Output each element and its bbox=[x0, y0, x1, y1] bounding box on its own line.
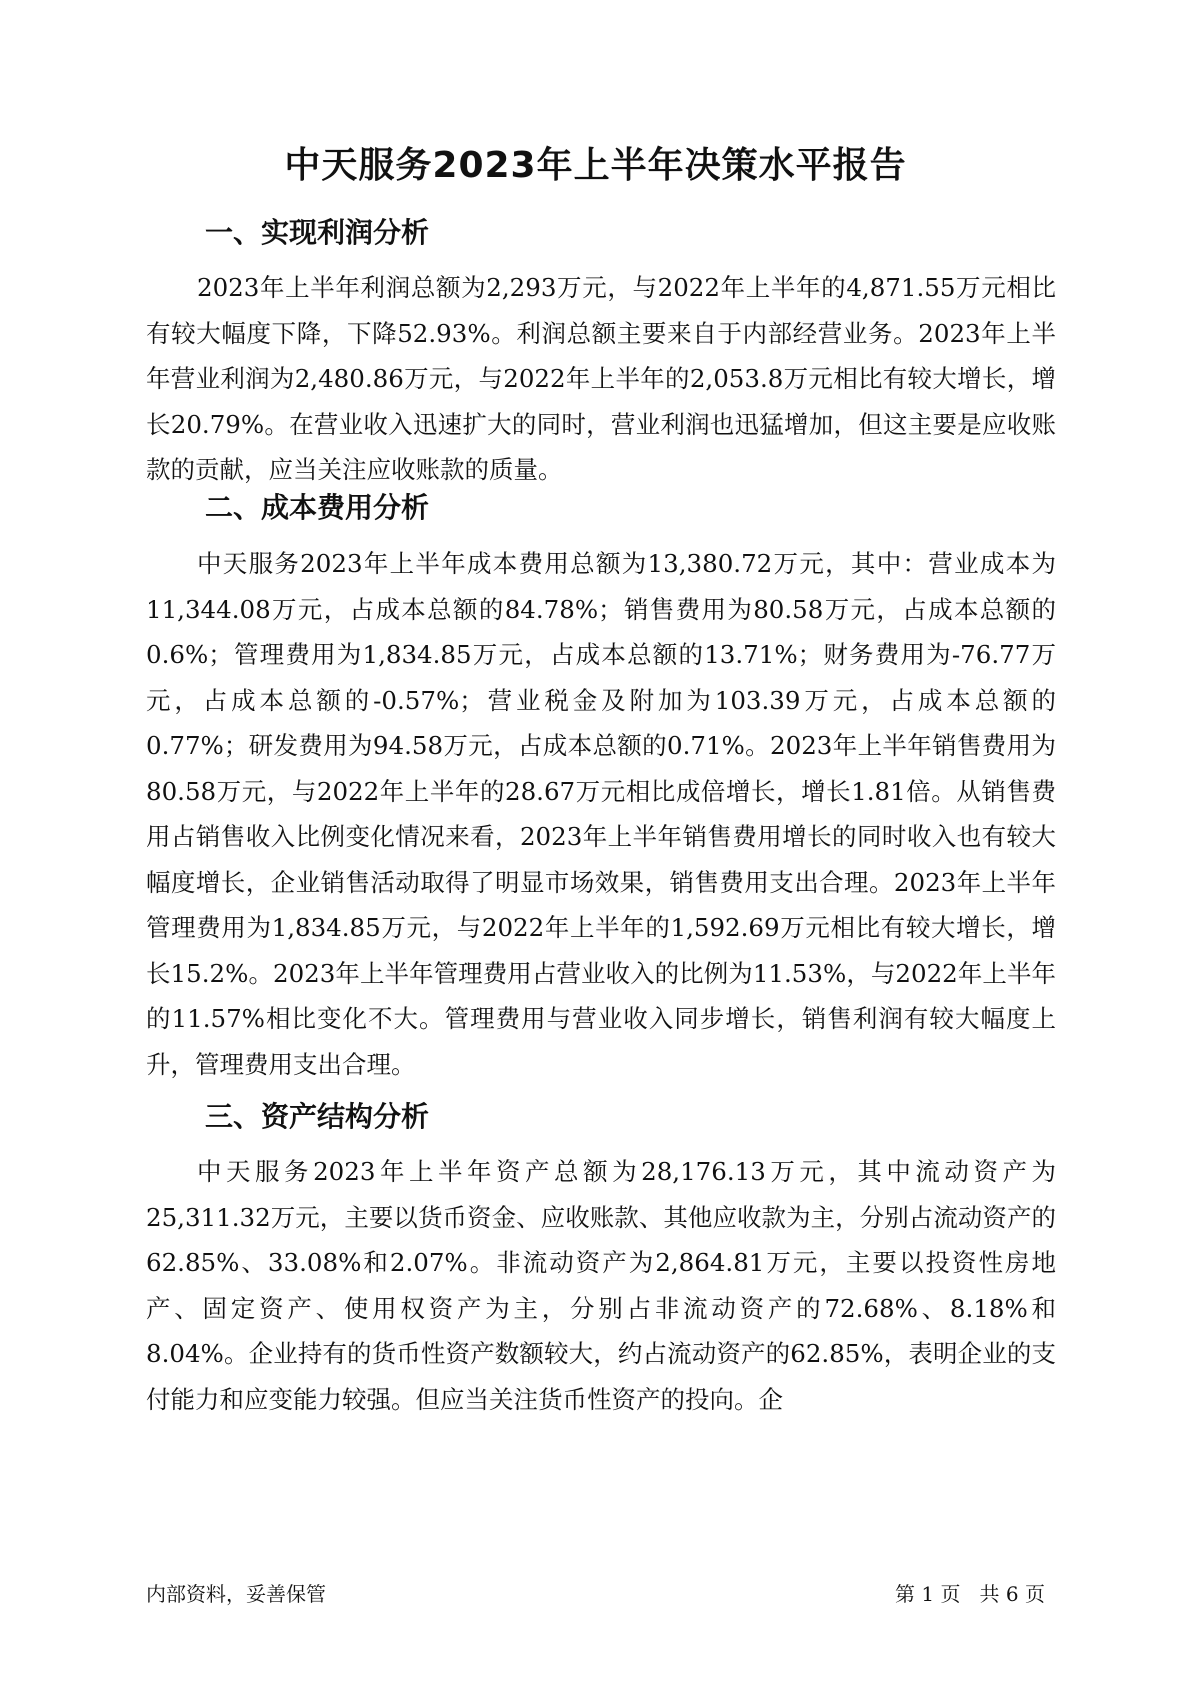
section-paragraph-cost: 中天服务2023年上半年成本费用总额为13,380.72万元，其中：营业成本为11,344.08万元，占成本总额的84.78%；销售费用为80.58万元，占成本总额的0.6%；管理费用为1,834.85万元，占成本总额的13.71%；财务费用为-76.77万元，占成本总额的-0.57%；营业税金及附加为103.39万元，占成本总额的0.77%；研发费用为94.58万元，占成本总额的0.71%。2023年上半年销售费用为80.58万元，与2022年上半年的28.67万元相比成倍增长，增长1.81倍。从销售费用占销售收入比例变化情况来看，2023年上半年销售费用增长的同时收入也有较大幅度增长，企业销售活动取得了明显市场效果，销售费用支出合理。2023年上半年管理费用为1,834.85万元，与2022年上半年的1,592.69万元相比有较大增长，增长15.2%。2023年上半年管理费用占营业收入的比例为11.53%，与2022年上半年的11.57%相比变化不大。管理费用与营业收入同步增长，销售利润有较大幅度上升，管理费用支出合理。 bbox=[146, 549, 1056, 1079]
document-title: 中天服务2023年上半年决策水平报告 bbox=[284, 145, 907, 186]
section-heading-cost: 二、成本费用分析 bbox=[205, 491, 430, 524]
footer-confidential-note: 内部资料，妥善保管 bbox=[146, 1582, 326, 1606]
footer-page-number: 第 1 页 共 6 页 bbox=[895, 1582, 1045, 1606]
section-heading-profit: 一、实现利润分析 bbox=[205, 216, 430, 249]
section-paragraph-profit: 2023年上半年利润总额为2,293万元，与2022年上半年的4,871.55万元相比有较大幅度下降，下降52.93%。利润总额主要来自于内部经营业务。2023年上半年营业利润为2,480.86万元，与2022年上半年的2,053.8万元相比有较大增长，增长20.79%。在营业收入迅速扩大的同时，营业利润也迅猛增加，但这主要是应收账款的贡献，应当关注应收账款的质量。 bbox=[146, 273, 1056, 484]
section-paragraph-assets: 中天服务2023年上半年资产总额为28,176.13万元，其中流动资产为25,311.32万元，主要以货币资金、应收账款、其他应收款为主，分别占流动资产的62.85%、33.08%和2.07%。非流动资产为2,864.81万元，主要以投资性房地产、固定资产、使用权资产为主，分别占非流动资产的72.68%、8.18%和8.04%。企业持有的货币性资产数额较大，约占流动资产的62.85%，表明企业的支付能力和应变能力较强。但应当关注货币性资产的投向。企 bbox=[146, 1157, 1056, 1414]
section-heading-assets: 三、资产结构分析 bbox=[205, 1100, 430, 1133]
